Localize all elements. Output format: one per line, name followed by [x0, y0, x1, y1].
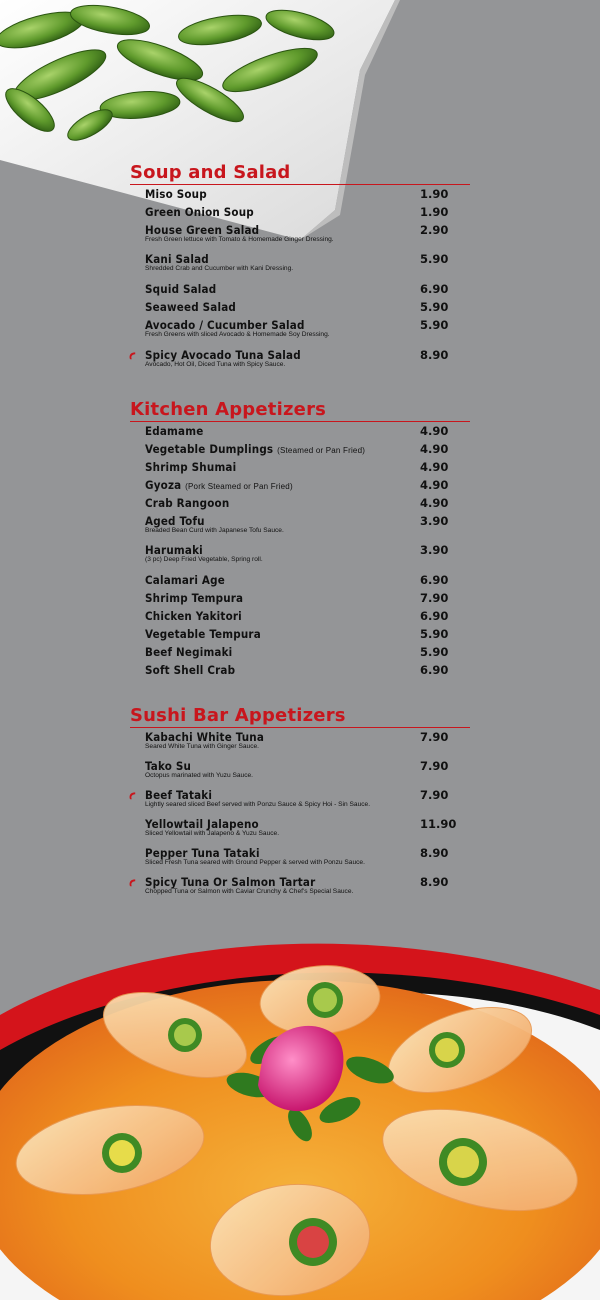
item-name: Yellowtail Jalapeno — [145, 817, 259, 831]
item-price: 5.90 — [420, 300, 449, 314]
item-name: Chicken Yakitori — [145, 609, 242, 623]
item-price: 8.90 — [420, 846, 449, 860]
item-name: Shrimp Shumai — [145, 460, 237, 474]
section-title: Soup and Salad — [130, 162, 291, 183]
item-name-text: Vegetable Dumplings — [145, 442, 274, 456]
item-name: Soft Shell Crab — [145, 663, 236, 677]
menu-item — [130, 543, 470, 573]
item-price: 2.90 — [420, 223, 449, 237]
item-price: 5.90 — [420, 645, 449, 659]
item-name: Avocado / Cucumber Salad — [145, 318, 305, 332]
item-name: Kani Salad — [145, 252, 209, 266]
item-name: House Green Salad — [145, 223, 260, 237]
menu-item — [130, 817, 470, 846]
menu-item — [130, 460, 470, 478]
item-name: Kabachi White Tuna — [145, 730, 265, 744]
item-description: Seared White Tuna with Ginger Sauce. — [145, 743, 259, 750]
item-price: 5.90 — [420, 252, 449, 266]
item-note: (Steamed or Pan Fried) — [277, 446, 366, 455]
item-name: Pepper Tuna Tataki — [145, 846, 260, 860]
item-price: 4.90 — [420, 478, 449, 492]
item-name: Seaweed Salad — [145, 300, 237, 314]
item-price: 7.90 — [420, 730, 449, 744]
menu-item — [130, 591, 470, 609]
item-name — [145, 442, 365, 456]
item-description: Chopped Tuna or Salmon with Caviar Crunchy & Chef's Special Sauce. — [145, 888, 354, 895]
menu-item — [130, 187, 470, 205]
item-name: Green Onion Soup — [145, 205, 254, 219]
spicy-pepper-icon — [128, 791, 137, 801]
item-description: Fresh Greens with sliced Avocado & Homemade Soy Dressing. — [145, 331, 330, 338]
yellowtail-dish-photo — [0, 920, 600, 1300]
section-title: Kitchen Appetizers — [130, 399, 327, 420]
section-divider — [130, 184, 470, 185]
item-name: Crab Rangoon — [145, 496, 230, 510]
item-price: 1.90 — [420, 205, 449, 219]
item-list — [130, 730, 470, 904]
item-name: Squid Salad — [145, 282, 217, 296]
item-list — [130, 424, 470, 681]
menu-item — [130, 514, 470, 543]
menu-item — [130, 730, 470, 759]
menu-item — [130, 348, 470, 378]
section-soup-and-salad — [130, 162, 470, 378]
menu-item — [130, 300, 470, 318]
item-description: (3 pc) Deep Fried Vegetable, Spring roll. — [145, 556, 263, 563]
item-price: 6.90 — [420, 609, 449, 623]
menu-item — [130, 442, 470, 460]
item-price: 5.90 — [420, 318, 449, 332]
menu-item — [130, 663, 470, 681]
item-price: 4.90 — [420, 424, 449, 438]
item-description: Octopus marinated with Yuzu Sauce. — [145, 772, 254, 779]
menu-item — [130, 875, 470, 904]
item-name: Edamame — [145, 424, 204, 438]
menu-item — [130, 318, 470, 348]
item-price: 7.90 — [420, 759, 449, 773]
item-description: Breaded Bean Curd with Japanese Tofu Sauce. — [145, 527, 284, 534]
menu-item — [130, 424, 470, 442]
menu-item — [130, 609, 470, 627]
item-price: 4.90 — [420, 496, 449, 510]
item-name: Calamari Age — [145, 573, 225, 587]
item-name: Miso Soup — [145, 187, 207, 201]
section-sushi-bar-appetizers — [130, 705, 470, 904]
item-price: 3.90 — [420, 514, 449, 528]
item-name: Tako Su — [145, 759, 192, 773]
item-price: 8.90 — [420, 875, 449, 889]
item-name: Vegetable Tempura — [145, 627, 261, 641]
menu-item — [130, 573, 470, 591]
item-price: 4.90 — [420, 460, 449, 474]
menu-item — [130, 478, 470, 496]
section-title: Sushi Bar Appetizers — [130, 705, 346, 726]
menu-item — [130, 788, 470, 817]
item-name: Spicy Tuna Or Salmon Tartar — [145, 875, 316, 889]
item-price: 5.90 — [420, 627, 449, 641]
item-price: 11.90 — [420, 817, 457, 831]
section-divider — [130, 421, 470, 422]
item-name — [145, 478, 293, 492]
item-name: Beef Negimaki — [145, 645, 233, 659]
item-price: 8.90 — [420, 348, 449, 362]
menu-item — [130, 252, 470, 282]
menu-item — [130, 496, 470, 514]
item-list — [130, 187, 470, 378]
section-kitchen-appetizers — [130, 399, 470, 681]
menu-item — [130, 205, 470, 223]
spicy-pepper-icon — [128, 351, 137, 361]
item-name: Aged Tofu — [145, 514, 205, 528]
item-price: 6.90 — [420, 282, 449, 296]
item-price: 7.90 — [420, 788, 449, 802]
item-description: Shredded Crab and Cucumber with Kani Dressing. — [145, 265, 294, 272]
item-name: Beef Tataki — [145, 788, 213, 802]
item-price: 3.90 — [420, 543, 449, 557]
menu-item — [130, 627, 470, 645]
section-divider — [130, 727, 470, 728]
menu-item — [130, 846, 470, 875]
item-name-text: Gyoza — [145, 478, 182, 492]
menu-item — [130, 645, 470, 663]
item-price: 6.90 — [420, 663, 449, 677]
menu-item — [130, 223, 470, 252]
item-price: 1.90 — [420, 187, 449, 201]
item-description: Lightly seared sliced Beef served with Ponzu Sauce & Spicy Hoi - Sin Sauce. — [145, 801, 371, 808]
item-description: Sliced Yellowtail with Jalapeno & Yuzu Sauce. — [145, 830, 280, 837]
item-description: Avocado, Hot Oil, Diced Tuna with Spicy Sauce. — [145, 361, 286, 368]
item-name: Shrimp Tempura — [145, 591, 244, 605]
item-name: Harumaki — [145, 543, 203, 557]
menu-item — [130, 759, 470, 788]
item-price: 6.90 — [420, 573, 449, 587]
item-name: Spicy Avocado Tuna Salad — [145, 348, 301, 362]
spicy-pepper-icon — [128, 878, 137, 888]
menu-item — [130, 282, 470, 300]
item-description: Fresh Green lettuce with Tomato & Homemade Ginger Dressing. — [145, 236, 334, 243]
item-description: Sliced Fresh Tuna seared with Ground Pepper & served with Ponzu Sauce. — [145, 859, 365, 866]
item-price: 7.90 — [420, 591, 449, 605]
item-price: 4.90 — [420, 442, 449, 456]
item-note: (Pork Steamed or Pan Fried) — [185, 482, 293, 491]
